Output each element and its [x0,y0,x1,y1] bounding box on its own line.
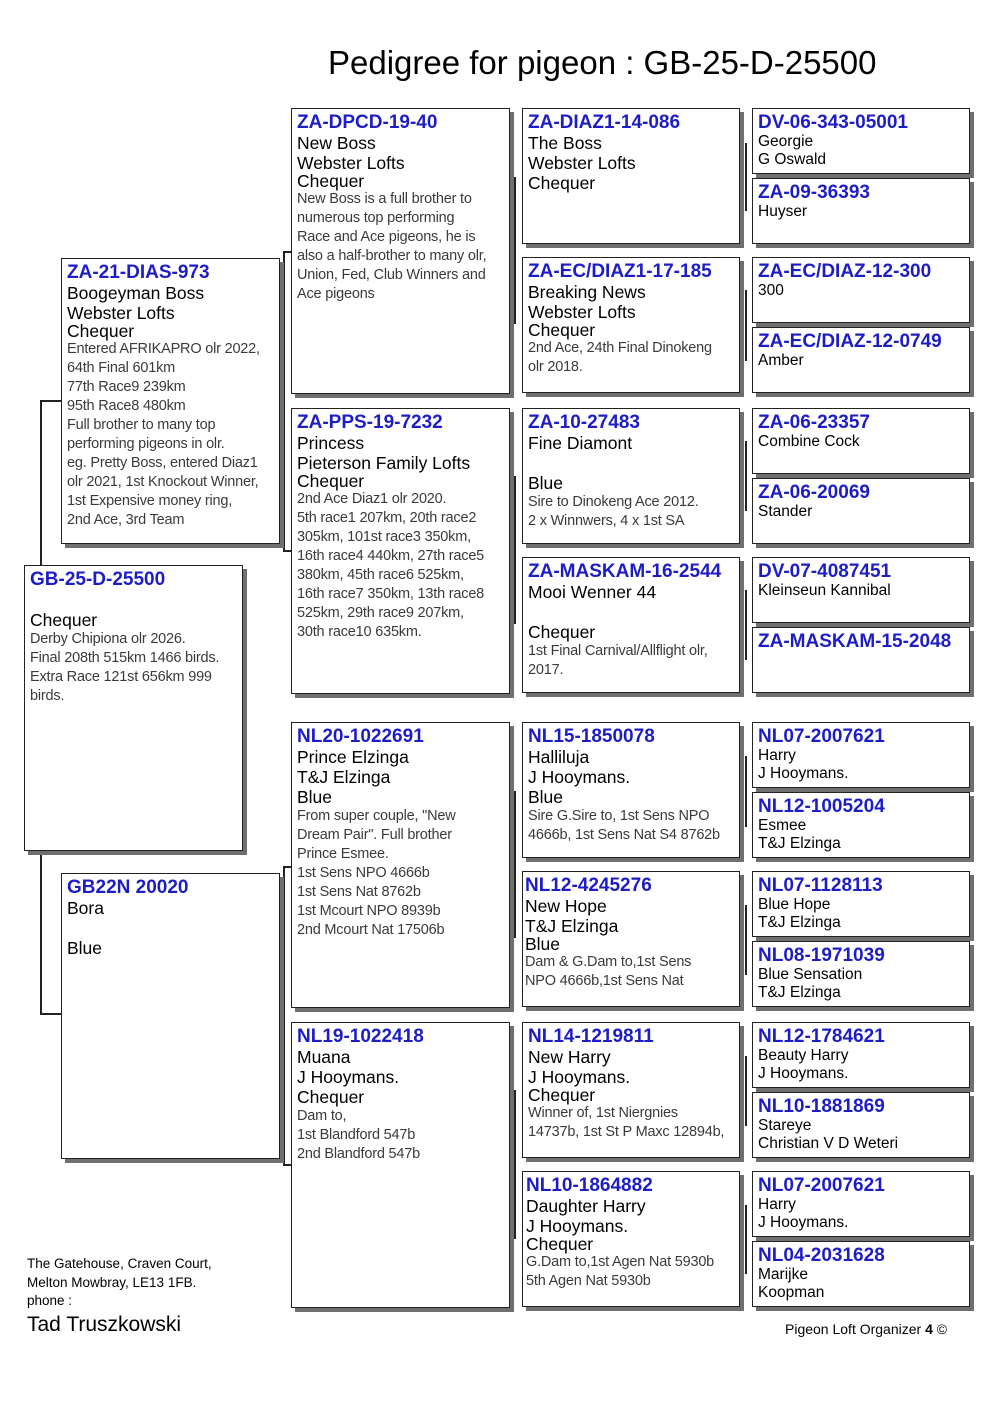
notes [528,1104,734,1142]
note-line: 2nd Ace Diaz1 olr 2020. [297,491,447,507]
note-line: 2 x Winnwers, 4 x 1st SA [528,513,685,529]
connector [40,400,62,402]
note-line: Dam & G.Dam to,1st Sens [525,954,692,970]
name-line [30,590,237,610]
g4-card[interactable] [752,327,970,393]
copyright-icon: © [936,1321,948,1337]
note-line: 16th race4 440km, 27th race5 [297,548,485,564]
note-line: 4666b, 1st Sens Nat S4 8762b [528,827,720,843]
g4-card[interactable] [752,257,970,323]
loft-line: J Hooymans. [528,767,631,787]
note-line: Dream Pair". Full brother [297,827,452,843]
ring-number: ZA-MASKAM-16-2544 [528,561,722,582]
address-line: Melton Mowbray, LE13 1FB. [27,1274,197,1290]
note-line: Race and Ace pigeons, he is [297,229,476,245]
notes [297,490,504,642]
name-line: Marijke [758,1266,808,1283]
name-line: Blue Sensation [758,966,863,983]
note-line: Full brother to many top [67,417,216,433]
colour-line: Blue [67,938,103,958]
great-grandparent-card[interactable] [522,108,740,244]
loft-line: T&J Elzinga [758,984,841,1001]
subject-card[interactable] [24,565,243,851]
loft-line: T&J Elzinga [758,835,841,852]
connector [745,143,747,211]
ring-number: ZA-09-36393 [758,182,870,203]
g4-card[interactable] [752,408,970,474]
ring-number: ZA-EC/DIAZ1-17-185 [528,261,712,282]
loft-line: J Hooymans. [758,765,849,782]
ring-number: GB22N 20020 [67,877,189,898]
notes [297,807,504,940]
name-line: Mooi Wenner 44 [528,582,657,602]
address-block [27,1255,212,1311]
note-line: 77th Race9 239km [67,379,186,395]
ring-number: NL20-1022691 [297,726,424,747]
name-line: Kleinseun Kannibal [758,582,891,599]
name-line: 300 [758,282,784,299]
ring-number: NL10-1864882 [526,1175,653,1196]
name-line: New Hope [525,896,607,916]
name-line: Harry [758,747,796,764]
g4-card[interactable] [752,1171,970,1237]
ring-number: NL15-1850078 [528,726,655,747]
ring-number: ZA-MASKAM-15-2048 [758,631,952,652]
ring-number: ZA-06-23357 [758,412,870,433]
note-line: Sire G.Sire to, 1st Sens NPO [528,808,710,824]
loft-line [528,453,734,473]
ring-number: ZA-06-20069 [758,482,870,503]
note-line: 16th race7 350km, 13th race8 [297,586,485,602]
note-line: NPO 4666b,1st Sens Nat [525,973,684,989]
loft-line: G Oswald [758,151,827,168]
connector [40,400,42,567]
note-line: 1st Expensive money ring, [67,493,233,509]
ring-number: ZA-10-27483 [528,412,640,433]
ring-number: NL07-2007621 [758,726,885,747]
dam-card[interactable] [61,873,280,1159]
note-line: 5th Agen Nat 5930b [526,1273,651,1289]
ring-number: NL14-1219811 [528,1026,654,1047]
g4-card[interactable] [752,478,970,544]
notes [67,340,274,530]
g4-card[interactable] [752,557,970,623]
note-line: 305km, 101st race3 350km, [297,529,471,545]
connector [745,756,747,827]
note-line: Derby Chipiona olr 2026. [30,631,186,647]
name-line: Fine Diamont [528,433,633,453]
connector [514,476,516,624]
colour-line: Chequer [297,171,365,191]
great-grandparent-card[interactable] [522,722,740,858]
colour-line: Blue [528,787,564,807]
g4-card[interactable] [752,108,970,174]
note-line: 2017. [528,662,564,678]
sire-dam-card[interactable] [291,408,510,694]
page-number: 4 [925,1321,933,1337]
name-line: Esmee [758,817,807,834]
great-grandparent-card[interactable] [522,1171,740,1307]
g4-card[interactable] [752,722,970,788]
loft-line: Webster Lofts [528,153,636,173]
name-line: Bora [67,898,104,918]
notes [528,339,734,377]
phone-line: phone : [27,1293,73,1308]
colour-line: Chequer [528,173,596,193]
great-grandparent-card[interactable] [522,871,740,1007]
great-grandparent-card[interactable] [522,557,740,693]
colour-line: Chequer [297,1087,365,1107]
colour-line: Chequer [528,320,596,340]
colour-line: Blue [525,934,561,954]
note-line: olr 2021, 1st Knockout Winner, [67,474,259,490]
connector [745,1205,747,1274]
loft-line: Webster Lofts [67,303,175,323]
note-line: 5th race1 207km, 20th race2 [297,510,477,526]
g4-card[interactable] [752,792,970,858]
colour-line: Chequer [297,471,365,491]
g4-card[interactable] [752,871,970,937]
loft-line: Koopman [758,1284,825,1301]
note-line: Dam to, [297,1108,347,1124]
note-line: 14737b, 1st St P Maxc 12894b, [528,1124,725,1140]
note-line: Sire to Dinokeng Ace 2012. [528,494,699,510]
loft-line: Webster Lofts [528,302,636,322]
loft-line: J Hooymans. [297,1067,400,1087]
name-line: Muana [297,1047,351,1067]
name-line: New Harry [528,1047,611,1067]
note-line: Winner of, 1st Niergnies [528,1105,678,1121]
g4-card[interactable] [752,941,970,1007]
loft-line: Christian V D Weteri [758,1135,899,1152]
connector [283,866,285,1164]
note-line: 525km, 29th race9 207km, [297,605,464,621]
loft-line: T&J Elzinga [297,767,391,787]
owner-name: Tad Truszkowski [27,1313,182,1336]
note-line: 64th Final 601km [67,360,176,376]
name-line: Stareye [758,1117,812,1134]
connector [40,852,42,1014]
name-line: Combine Cock [758,433,860,450]
note-line: Prince Esmee. [297,846,389,862]
note-line: 1st Final Carnival/Allflight olr, [528,643,708,659]
dam-dam-card[interactable] [291,1022,510,1308]
connector [745,590,747,660]
notes [528,642,734,680]
note-line: Entered AFRIKAPRO olr 2022, [67,341,260,357]
sire-sire-card[interactable] [291,108,510,394]
ring-number: NL08-1971039 [758,945,885,966]
note-line: Extra Race 121st 656km 999 [30,669,212,685]
name-line: Boogeyman Boss [67,283,205,303]
note-line: 2nd Ace, 24th Final Dinokeng [528,340,712,356]
note-line: 30th race10 635km. [297,624,422,640]
name-line: Beauty Harry [758,1047,849,1064]
note-line: 1st Mcourt NPO 8939b [297,903,441,919]
ring-number: NL10-1881869 [758,1096,885,1117]
note-line: olr 2018. [528,359,583,375]
ring-number: NL07-1128113 [758,875,883,896]
ring-number: DV-06-343-05001 [758,112,908,133]
notes [528,807,734,845]
g4-card[interactable] [752,1092,970,1158]
g4-card[interactable] [752,1241,970,1307]
ring-number: NL07-2007621 [758,1175,885,1196]
connector [514,1090,516,1239]
footer [785,1321,947,1337]
g4-card[interactable] [752,627,970,693]
note-line: numerous top performing [297,210,455,226]
note-line: 2nd Ace, 3rd Team [67,512,185,528]
ring-number: ZA-DPCD-19-40 [297,112,438,133]
name-line: Huyser [758,203,808,220]
notes [297,1107,504,1164]
note-line: also a half-brother to many olr, [297,248,487,264]
loft-line: T&J Elzinga [525,916,619,936]
colour-line: Chequer [528,622,596,642]
note-line: 2nd Blandford 547b [297,1146,420,1162]
app-name: Pigeon Loft Organizer [785,1321,922,1337]
name-line: Breaking News [528,282,646,302]
colour-line: Chequer [528,1085,596,1105]
note-line: From super couple, "New [297,808,456,824]
note-line: G.Dam to,1st Agen Nat 5930b [526,1254,715,1270]
note-line: birds. [30,688,65,704]
notes [528,493,734,531]
ring-number: GB-25-D-25500 [30,569,166,590]
name-line: New Boss [297,133,376,153]
page-title: Pedigree for pigeon : GB-25-D-25500 [328,44,877,81]
name-line: Halliluja [528,747,590,767]
loft-line [528,602,734,622]
great-grandparent-card[interactable] [522,408,740,544]
notes [526,1253,734,1291]
name-line: Daughter Harry [526,1196,646,1216]
connector [514,177,516,324]
notes [297,190,504,304]
ring-number: ZA-EC/DIAZ-12-300 [758,261,932,282]
note-line: 2nd Mcourt Nat 17506b [297,922,445,938]
dam-sire-card[interactable] [291,722,510,1008]
loft-line: Pieterson Family Lofts [297,453,471,473]
g4-card[interactable] [752,1022,970,1088]
ring-number: NL12-1784621 [758,1026,885,1047]
note-line: Ace pigeons [297,286,375,302]
name-line: Georgie [758,133,814,150]
connector [745,905,747,975]
connector [514,791,516,938]
great-grandparent-card[interactable] [522,1022,740,1158]
note-line: New Boss is a full brother to [297,191,472,207]
ring-number: NL19-1022418 [297,1026,424,1047]
ring-number: NL04-2031628 [758,1245,885,1266]
ring-number: ZA-EC/DIAZ-12-0749 [758,331,942,352]
g4-card[interactable] [752,178,970,244]
name-line: Stander [758,503,813,520]
ring-number: ZA-DIAZ1-14-086 [528,112,681,133]
name-line: Princess [297,433,365,453]
note-line: 95th Race8 480km [67,398,186,414]
loft-line [67,918,274,938]
note-line: Union, Fed, Club Winners and [297,267,486,283]
connector [40,1013,62,1015]
sire-card[interactable] [61,258,280,544]
colour-line: Chequer [30,610,98,630]
name-line: Prince Elzinga [297,747,409,767]
connector [283,251,285,550]
connector [745,1056,747,1126]
colour-line: Blue [528,473,564,493]
ring-number: ZA-21-DIAS-973 [67,262,210,283]
colour-line: Chequer [526,1234,594,1254]
name-line: The Boss [528,133,602,153]
loft-line: J Hooymans. [526,1216,629,1236]
loft-line: J Hooymans. [758,1065,849,1082]
great-grandparent-card[interactable] [522,257,740,393]
ring-number: NL12-1005204 [758,796,885,817]
ring-number: NL12-4245276 [525,875,652,896]
loft-line: J Hooymans. [758,1214,849,1231]
name-line: Harry [758,1196,796,1213]
note-line: Final 208th 515km 1466 birds. [30,650,220,666]
note-line: 380km, 45th race6 525km, [297,567,464,583]
colour-line: Chequer [67,321,135,341]
note-line: 1st Sens Nat 8762b [297,884,421,900]
note-line: eg. Pretty Boss, entered Diaz1 [67,455,258,471]
note-line: 1st Sens NPO 4666b [297,865,430,881]
loft-line: T&J Elzinga [758,914,841,931]
ring-number: DV-07-4087451 [758,561,892,582]
note-line: 1st Blandford 547b [297,1127,416,1143]
note-line: performing pigeons in olr. [67,436,225,452]
connector [745,441,747,511]
address-line: The Gatehouse, Craven Court, [27,1256,212,1271]
colour-line: Blue [297,787,333,807]
ring-number: ZA-PPS-19-7232 [297,412,443,433]
connector [745,290,747,361]
name-line: Blue Hope [758,896,831,913]
notes [30,630,237,706]
name-line: Amber [758,352,804,369]
notes [525,953,734,991]
loft-line: J Hooymans. [528,1067,631,1087]
loft-line: Webster Lofts [297,153,405,173]
